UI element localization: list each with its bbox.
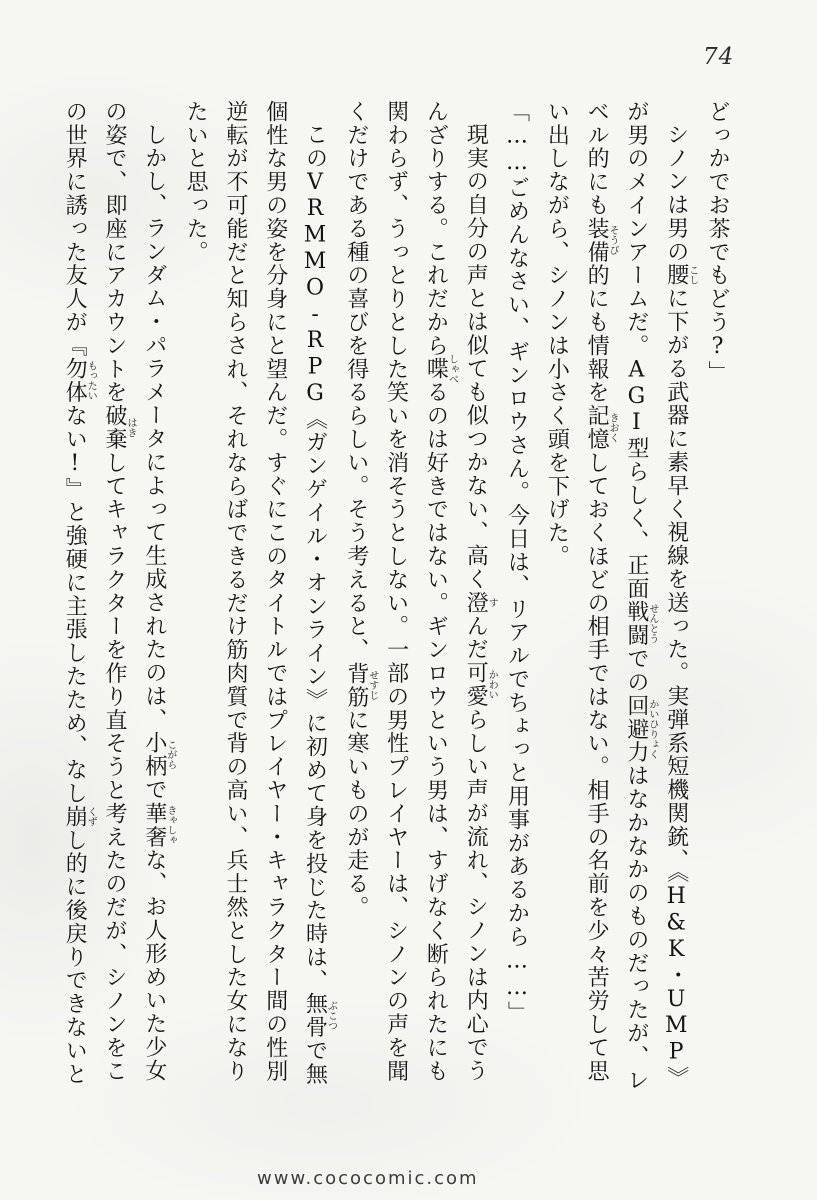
furigana-ruby: 小柄こがら — [141, 731, 176, 779]
paragraph: 「……ごめんなさい、ギンロウさん。今日は、リアルでちょっと用事があるから……」 — [504, 100, 530, 1025]
furigana-ruby: 崩くず — [62, 805, 97, 829]
paragraph: シノンは男の腰こしに下がる武器に素早く視線を送った。実弾系短機関銃、《H&K・UMP》が男のメインアームだ。AGI型らしく、正面戦闘せんとうでの回避力かいひりょくはなかなかのものだったが、レベル的にも装備そうび的にも情報を記憶きおくしておくほどの相手ではない。相手の名前を少々苦労して思い出しながら、シノンは小さく頭を下げた。 — [544, 100, 698, 1092]
furigana-ruby: 可愛かわい — [463, 661, 498, 709]
furigana-ruby: 破棄はき — [102, 404, 137, 452]
watermark-url: www.cococomic.com — [257, 1168, 479, 1189]
furigana-ruby: 華奢きゃしゃ — [141, 801, 176, 849]
furigana-ruby: 勿体もったい — [62, 357, 97, 405]
furigana-ruby: 無骨ぶこつ — [302, 992, 337, 1040]
furigana-ruby: 記憶きおく — [584, 404, 619, 452]
paragraph: どっかでお茶でもどう?」 — [705, 100, 730, 384]
furigana-ruby: 澄す — [463, 591, 498, 615]
furigana-ruby: 装備そうび — [584, 217, 619, 264]
furigana-ruby: 戦闘せんとう — [623, 600, 658, 648]
furigana-ruby: 喋しゃべ — [423, 354, 458, 385]
page-number: 74 — [703, 44, 735, 70]
novel-text-area — [55, 100, 737, 1092]
paragraph: しかし、ランダム・パラメータによって生成されたのは、小柄こがらで華奢きゃしゃな、お人形めいた少女の姿で、即座にアカウントを破棄はきしてキャラクターを作り直そうと考えたのだが、シノンをこの世界に誘った友人が『勿体もったいない!』と強硬に主張したため、なし崩くずし的に後戻りできないと — [62, 100, 176, 1086]
paragraph: 現実の自分の声とは似ても似つかない、高く澄すんだ可愛かわいらしい声が流れ、シノンは内心でうんざりする。これだから喋しゃべるのは好きではない。ギンロウという男は、すげなく断られたにも関わらず、うっとりとした笑いを消そうとしない。一部の男性プレイヤーは、シノンの声を聞くだけである種の喜びを得るらしい。そう考えると、背筋せすじに寒いものが走る。 — [343, 100, 498, 1083]
furigana-ruby: 回避力かいひりょく — [623, 694, 658, 765]
furigana-ruby: 腰こし — [663, 263, 698, 287]
paragraph: このVRMMO-RPG《ガンゲイル・オンライン》に初めて身を投じた時は、無骨ぶこつで無個性な男の姿を分身にと望んだ。すぐにこのタイトルではプレイヤー・キャラクター間の性別逆転が不可能だと知らされ、それならばできるだけ筋肉質で背の高い、兵士然とした女になりたいと思った。 — [183, 100, 337, 1087]
furigana-ruby: 背筋せすじ — [343, 661, 378, 709]
